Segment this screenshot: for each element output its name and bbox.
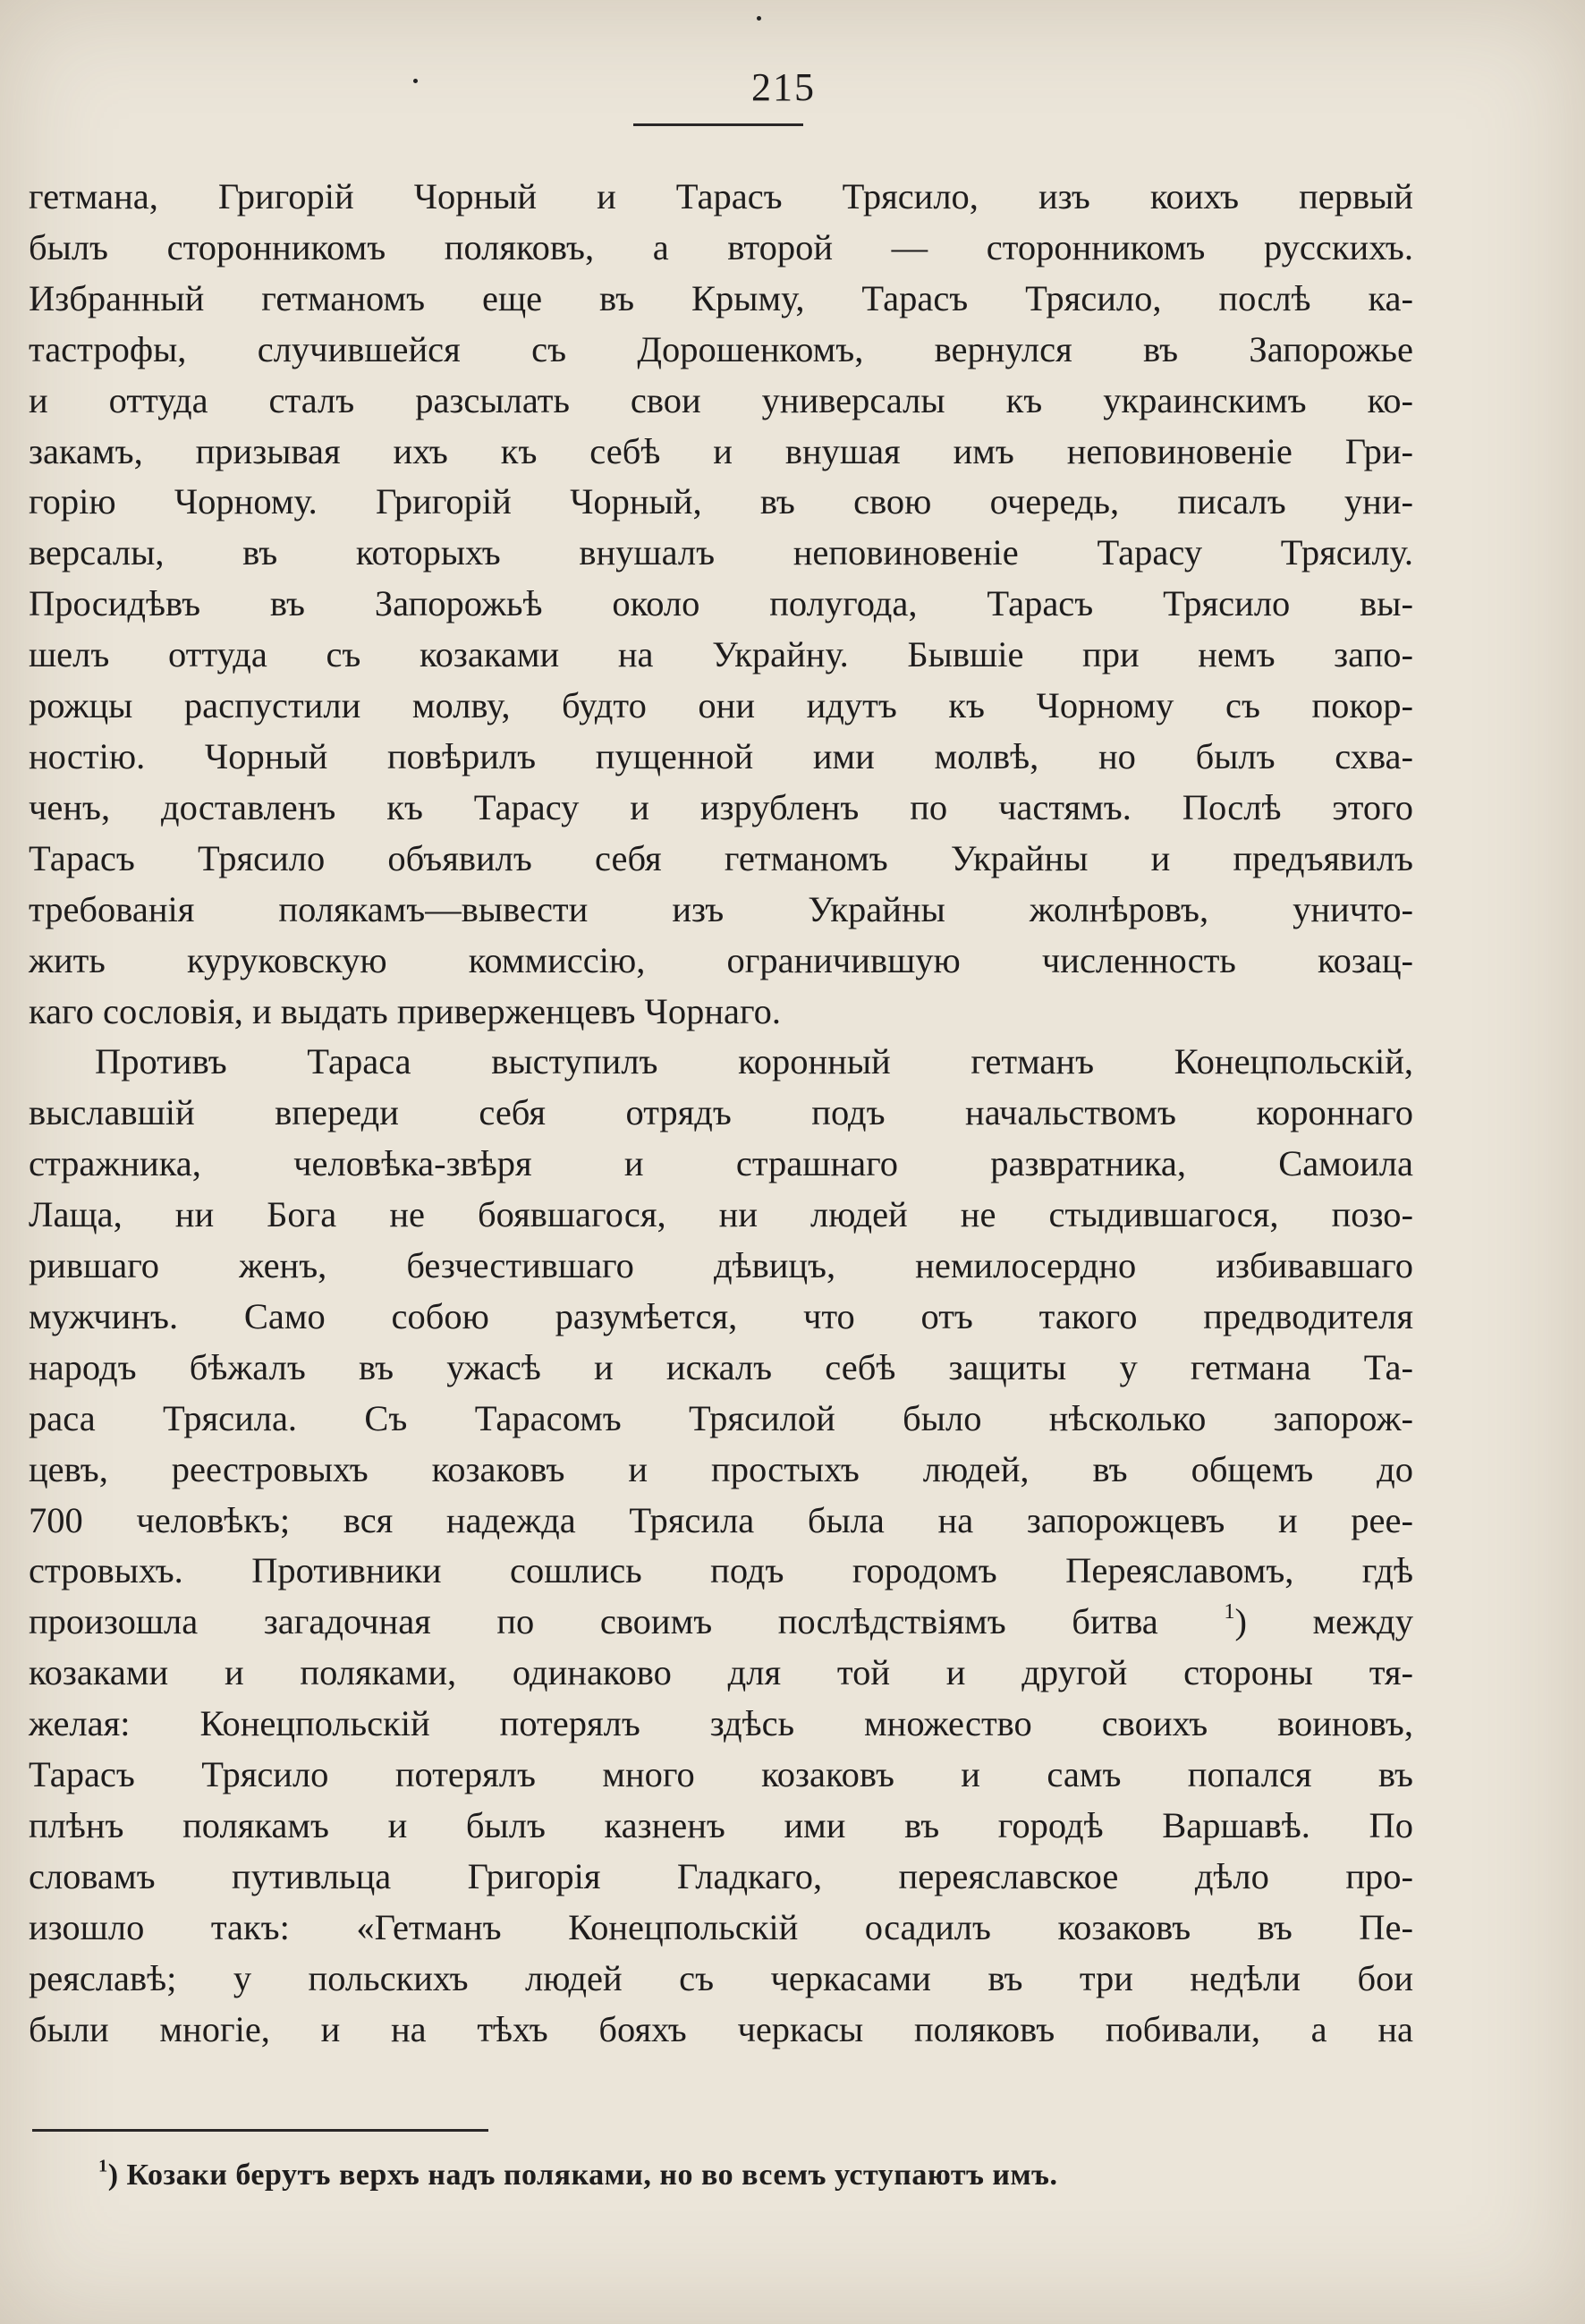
paragraph bbox=[29, 1037, 1413, 2055]
text-line: закамъ, призывая ихъ къ себѣ и внушая имъ неповиновеніе Гри- bbox=[29, 430, 1413, 471]
text-line: народъ бѣжалъ въ ужасѣ и искалъ себѣ защиты у гетмана Та- bbox=[29, 1346, 1413, 1387]
text-line: плѣнъ полякамъ и былъ казненъ ими въ городѣ Варшавѣ. По bbox=[29, 1805, 1413, 1845]
text-line: былъ сторонникомъ поляковъ, а второй — сторонникомъ русскихъ. bbox=[29, 226, 1413, 267]
text-line: реяславѣ; у польскихъ людей съ черкасами въ три недѣли бои bbox=[29, 1957, 1413, 1998]
text-line: Тарасъ Трясило потерялъ много козаковъ и самъ попался въ bbox=[29, 1754, 1413, 1795]
text-line: желая: Конецпольскій потерялъ здѣсь множество своихъ воиновъ, bbox=[29, 1703, 1413, 1744]
footnote-rule bbox=[32, 2129, 488, 2132]
text-line: шелъ оттуда съ козаками на Украйну. Бывшіе при немъ запо- bbox=[29, 634, 1413, 675]
text-line: изошло такъ: «Гетманъ Конецпольскій осадилъ козаковъ въ Пе- bbox=[29, 1906, 1413, 1947]
text-line: тастрофы, случившейся съ Дорошенкомъ, вернулся въ Запорожье bbox=[29, 328, 1413, 369]
text-line: Лаща, ни Бога не боявшагося, ни людей не стыдившагося, позо- bbox=[29, 1194, 1413, 1235]
text-line: цевъ, реестровыхъ козаковъ и простыхъ людей, въ общемъ до bbox=[29, 1448, 1413, 1489]
text-line: стражника, человѣка-звѣря и страшнаго развратника, Самоила bbox=[29, 1143, 1413, 1184]
page-number-rule bbox=[633, 123, 803, 126]
text-line: 700 человѣкъ; вся надежда Трясила была на запорожцевъ и рее- bbox=[29, 1499, 1413, 1540]
text-line: гетмана, Григорій Чорный и Тарасъ Трясило, изъ коихъ первый bbox=[29, 176, 1413, 216]
text-line: ностію. Чорный повѣрилъ пущенной ими молвѣ, но былъ схва- bbox=[29, 735, 1413, 776]
page-number: 215 bbox=[751, 65, 816, 109]
text-line: были многіе, и на тѣхъ бояхъ черкасы поляковъ побивали, а на bbox=[29, 2008, 1413, 2049]
text-line: Избранный гетманомъ еще въ Крыму, Тарасъ Трясило, послѣ ка- bbox=[29, 277, 1413, 318]
text-line: Тарасъ Трясило объявилъ себя гетманомъ Украйны и предъявилъ bbox=[29, 837, 1413, 878]
text-line: выславшій впереди себя отрядъ подъ начальствомъ короннаго bbox=[29, 1092, 1413, 1133]
text-line: рожцы распустили молву, будто они идутъ къ Чорному съ покор- bbox=[29, 685, 1413, 726]
text-line: и оттуда сталъ разсылать свои универсалы къ украинскимъ ко- bbox=[29, 379, 1413, 420]
text-line: ченъ, доставленъ къ Тарасу и изрубленъ по частямъ. Послѣ этого bbox=[29, 786, 1413, 827]
text-line: козаками и поляками, одинаково для той и другой стороны тя- bbox=[29, 1652, 1413, 1693]
text-line: жить куруковскую коммиссію, ограничившую численность козац- bbox=[29, 939, 1413, 980]
text-line: словамъ путивльца Григорія Гладкаго, переяславское дѣло про- bbox=[29, 1855, 1413, 1896]
text-line: Противъ Тараса выступилъ коронный гетманъ Конецпольскій, bbox=[95, 1041, 1413, 1082]
ink-speck bbox=[757, 16, 761, 21]
body-text bbox=[29, 172, 1413, 2056]
text-line: Просидѣвъ въ Запорожьѣ около полугода, Тарасъ Трясило вы- bbox=[29, 583, 1413, 624]
text-line: стровыхъ. Противники сошлись подъ городомъ Переяславомъ, гдѣ bbox=[29, 1550, 1413, 1591]
text-line: горію Чорному. Григорій Чорный, въ свою очередь, писалъ уни- bbox=[29, 481, 1413, 522]
footnote: $^1$) Козаки берутъ верхъ надъ поляками, но во всемъ уступаютъ имъ. bbox=[98, 2156, 1058, 2192]
text-line: рившаго женъ, безчестившаго дѣвицъ, немилосердно избивавшаго bbox=[29, 1245, 1413, 1286]
text-line: каго сословія, и выдать приверженцевъ Чорнаго. bbox=[29, 990, 781, 1031]
text-line: произошла загадочная по своимъ послѣдствіямъ битва $^1$) между bbox=[29, 1599, 1413, 1642]
text-line: требованія полякамъ—вывести изъ Украйны жолнѣровъ, уничто- bbox=[29, 888, 1413, 929]
paragraph bbox=[29, 172, 1413, 1037]
text-line: версалы, въ которыхъ внушалъ неповиновеніе Тарасу Трясилу. bbox=[29, 532, 1413, 573]
text-line: мужчинъ. Само собою разумѣется, что отъ такого предводителя bbox=[29, 1295, 1413, 1336]
footnote-marker: 1 bbox=[98, 2156, 108, 2176]
footnote-marker: 1 bbox=[1224, 1599, 1235, 1624]
text-line: раса Трясила. Съ Тарасомъ Трясилой было нѣсколько запорож- bbox=[29, 1397, 1413, 1438]
